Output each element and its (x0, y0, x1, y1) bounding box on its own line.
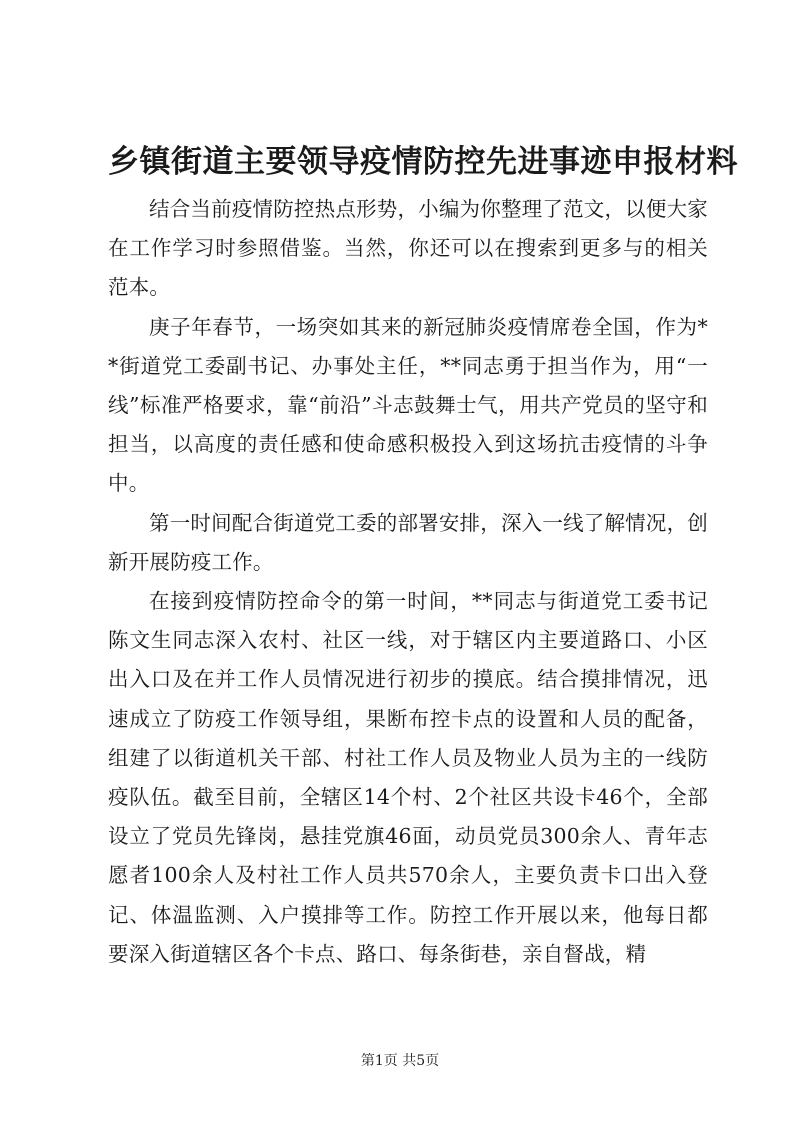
document-body (108, 190, 708, 974)
paragraph-details: 在接到疫情防控命令的第一时间，**同志与街道党工委书记陈文生同志深入农村、社区一线，对于辖区内主要道路口、小区出入口及在并工作人员情况进行初步的摸底。结合摸排情况，迅速成立了防疫工作领导组，果断布控卡点的设置和人员的配备，组建了以街道机关干部、村社工作人员及物业人员为主的一线防疫队伍。截至目前，全辖区14个村、2个社区共设卡46个，全部设立了党员先锋岗，悬挂党旗46面，动员党员300余人、青年志愿者100余人及村社工作人员共570余人，主要负责卡口出入登记、体温监测、入户摸排等工作。防控工作开展以来，他每日都要深入街道辖区各个卡点、路口、每条街巷，亲自督战，精 (108, 589, 708, 966)
document-title: 乡镇街道主要领导疫情防控先进事迹申报材料 (108, 144, 738, 180)
page-footer: 第1页 共5页 (360, 1053, 440, 1069)
paragraph-intro: 结合当前疫情防控热点形势，小编为你整理了范文，以便大家在工作学习时参照借鉴。当然，你还可以在搜索到更多与的相关范本。 (108, 197, 708, 300)
paragraph-section-heading: 第一时间配合街道党工委的部署安排，深入一线了解情况，创新开展防疫工作。 (108, 510, 708, 574)
paragraph-background: 庚子年春节，一场突如其来的新冠肺炎疫情席卷全国，作为**街道党工委副书记、办事处主任，**同志勇于担当作为，用“一线”标准严格要求，靠“前沿”斗志鼓舞士气，用共产党员的坚守和担当，以高度的责任感和使命感积极投入到这场抗击疫情的斗争中。 (108, 314, 708, 496)
